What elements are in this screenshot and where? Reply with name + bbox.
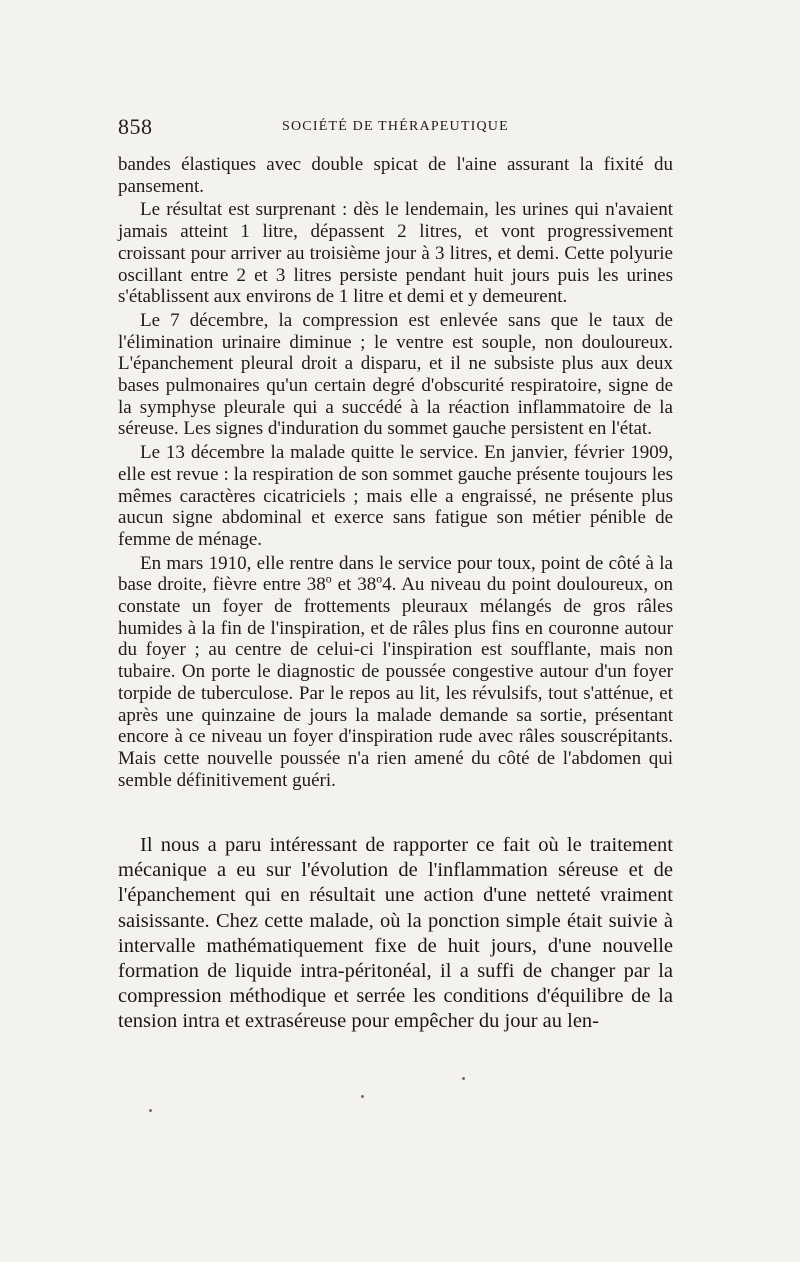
running-head: SOCIÉTÉ DE THÉRAPEUTIQUE [282,119,509,134]
paragraph-conclusion: Il nous a paru intéressant de rapporter ce fait où le traitement mécanique a eu sur l'évolution de l'inflammation séreuse et de l'épanchement qui en résultait une action d'une netteté vraiment saisissante. Chez cette malade, où la ponction simple était suivie à intervalle mathématiquement fixe de huit jours, d'une nouvelle formation de liquide intra-péritonéal, il a suffi de changer par la compression méthodique et serrée les conditions d'équilibre de la tension intra et extraséreuse pour empêcher du jour au len- [118,834,673,1033]
paragraph-continuation: bandes élastiques avec double spicat de l'aine assurant la fixité du pansement. [118,154,673,197]
scan-speck [462,1077,465,1080]
march-text-before-temp: En mars 1910, elle rentre dans le service pour toux, point de côté à la base droite, fièvre entre 38 [118,552,673,596]
page-number: 858 [118,114,153,139]
paragraph-december-13: Le 13 décembre la malade quitte le service. En janvier, février 1909, elle est revue : la respiration de son sommet gauche présente toujours les mêmes caractères cicatriciels ; mais elle a engraissé, ne présente plus aucun signe abdominal et exerce sans fatigue son métier pénible de femme de ménage. [118,442,673,550]
paragraph-result: Le résultat est surprenant : dès le lendemain, les urines qui n'avaient jamais atteint 1 litre, dépassent 2 litres, et vont progressivement croissant pour arriver au troisième jour à 3 litres, et demi. Cette polyurie oscillant entre 2 et 3 litres persiste pendant huit jours puis les urines s'établissent aux environs de 1 litre et demi et y demeurent. [118,199,673,308]
paragraph-december-7: Le 7 décembre, la compression est enlevée sans que le taux de l'élimination urinaire diminue ; le ventre est souple, non douloureux. L'épanchement pleural droit a disparu, et il ne subsiste plus aux deux bases pulmonaires qu'un certain degré d'obscurité respiratoire, signe de la symphyse pleurale qui a succédé à la réaction inflammatoire de la séreuse. Les signes d'induration du sommet gauche persistent en l'état. [118,309,673,440]
temperature-decimal: 4 [382,574,392,596]
conclusion-section [118,833,673,1035]
march-text-after-temps: . Au niveau du point douloureux, on constate un foyer de frottements pleuraux mélangés de gros râles humides à la fin de l'inspiration, et de râles plus fins en couronne autour du foyer ; au centre de celui-ci l'inspiration est soufflante, mais non tubaire. On porte le diagnostic de poussée congestive autour d'un foyer torpide de tuberculose. Par le repos au lit, les révulsifs, tout s'atténue, et après une quinzaine de jours la malade demande sa sortie, présentant encore à ce niveau un foyer d'inspiration rude avec râles souscrépitants. Mais cette nouvelle poussée n'a rien amené du côté de l'abdomen qui semble définitivement guéri. [118,574,673,791]
temperature-degree-2: o [376,573,383,587]
temperature-degree-1: o [325,573,332,587]
march-text-between-temps: et 38 [331,574,377,596]
body-text [118,154,673,791]
page-header [118,114,673,144]
scan-speck [149,1109,152,1112]
scan-speck [361,1095,364,1098]
paragraph-march-1910 [118,553,673,792]
